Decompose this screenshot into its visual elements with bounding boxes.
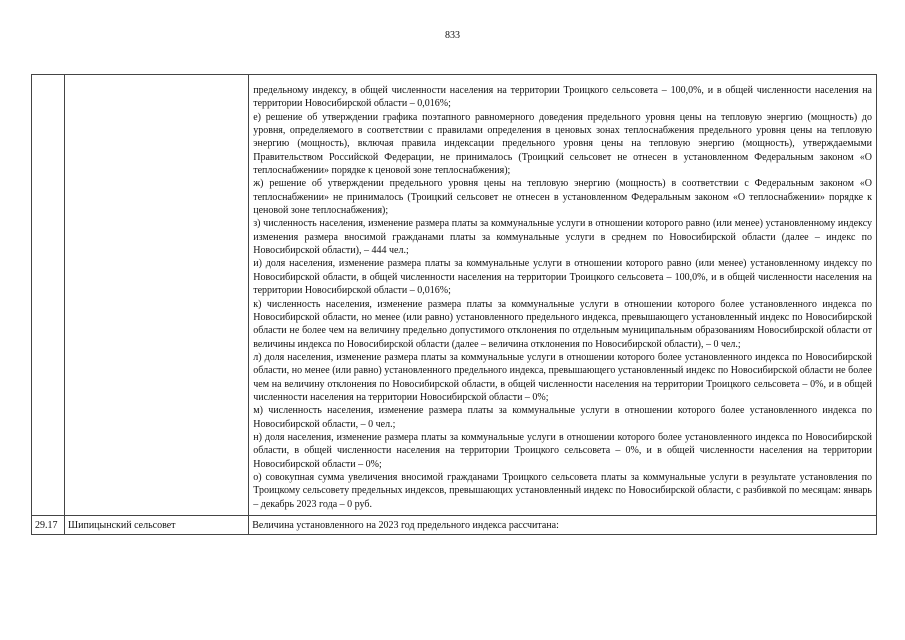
municipality-name-cell: [65, 516, 249, 535]
row-number-cell: [32, 516, 65, 535]
paragraph-z: з) численность населения, изменение размера платы за коммунальные услуги в отношении которого равно (или менее) установленному индексу изменения размера вносимой гражданами платы за коммунальные услуги в среднем по Новосибирской области (далее – индекс по Новосибирской области), – 444 чел.;: [253, 218, 872, 257]
row-number: 29.17: [35, 520, 58, 531]
index-description-cell: [249, 75, 877, 516]
row-number-cell: [32, 75, 65, 516]
municipal-index-table: [31, 74, 877, 535]
table-row: [32, 516, 877, 535]
table-row: [32, 75, 877, 516]
paragraph-continuation: предельному индексу, в общей численности населения на территории Троицкого сельсовета – 100,0%, и в общей численности населения на территории Новосибирской области – 0,016%;: [253, 85, 872, 110]
paragraph-n: н) доля населения, изменение размера платы за коммунальные услуги в отношении которого более установленного индекса по Новосибирской области, в общей численности населения на территории Троицкого сельсовета – 0%, и в общей численности населения на территории Новосибирской области – 0%;: [253, 431, 872, 470]
municipality-name-cell: [65, 75, 249, 516]
paragraph-m: м) численность населения, изменение размера платы за коммунальные услуги в отношении которого более установленного индекса по Новосибирской области, – 0 чел.;: [253, 405, 872, 430]
paragraph-o: о) совокупная сумма увеличения вносимой гражданами Троицкого сельсовета платы за коммунальные услуги в результате установления по Троицкому сельсовету предельных индексов, превышающих установленный индекс по Новосибирской области, с разбивкой по месяцам: январь – декабрь 2023 года – 0 руб.: [253, 471, 872, 510]
paragraph-l: л) доля населения, изменение размера платы за коммунальные услуги в отношении которого более установленного индекса по Новосибирской области, но менее (или равно) установленного предельного индекса, превышающего установленный индекс по Новосибирской области не более чем на величину отклонения по Новосибирской области, в общей численности населения на территории Троицкого сельсовета – 0%, и в общей численности населения на территории Новосибирской области – 0%;: [253, 351, 872, 403]
index-description: Величина установленного на 2023 год предельного индекса рассчитана:: [252, 520, 559, 531]
paragraph-i: и) доля населения, изменение размера платы за коммунальные услуги в отношении которого равно (или менее) установленному индексу по Новосибирской области, в общей численности населения на территории Троицкого сельсовета – 100,0%, и в общей численности населения на территории Новосибирской области – 0,016%;: [253, 258, 872, 297]
index-description-cell: [249, 516, 877, 535]
paragraph-zh: ж) решение об утверждении предельного уровня цены на тепловую энергию (мощность) в соответствии с Федеральным законом «О теплоснабжении» не принималось (Троицкий сельсовет не отнесен в установленном Федеральным законом «О теплоснабжении» порядке к ценовой зоне теплоснабжения);: [253, 178, 872, 217]
paragraph-e: е) решение об утверждении графика поэтапного равномерного доведения предельного уровня цены на тепловую энергию (мощность) до уровня, определяемого в соответствии с правилами определения в ценовых зонах теплоснабжения предельного уровня цены на тепловую энергию (мощность), включая правила индексации предельного уровня цены на тепловую энергию (мощность), утверждаемыми Правительством Российской Федерации, не принималось (Троицкий сельсовет не отнесен в установленном Федеральным законом «О теплоснабжении» порядке к ценовой зоне теплоснабжения);: [253, 111, 872, 177]
page-number: 833: [445, 30, 460, 41]
paragraph-k: к) численность населения, изменение размера платы за коммунальные услуги в отношении которого более установленного индекса по Новосибирской области, но менее (или равно) установленного предельного индекса, превышающего установленный индекс по Новосибирской области не более чем на величину предельно допустимого отклонения по отдельным муниципальным образованиям Новосибирской области от величины индекса по Новосибирской области (далее – величина отклонения по Новосибирской области), – 0 чел.;: [253, 298, 872, 350]
municipality-name: Шипицынский сельсовет: [68, 520, 176, 531]
